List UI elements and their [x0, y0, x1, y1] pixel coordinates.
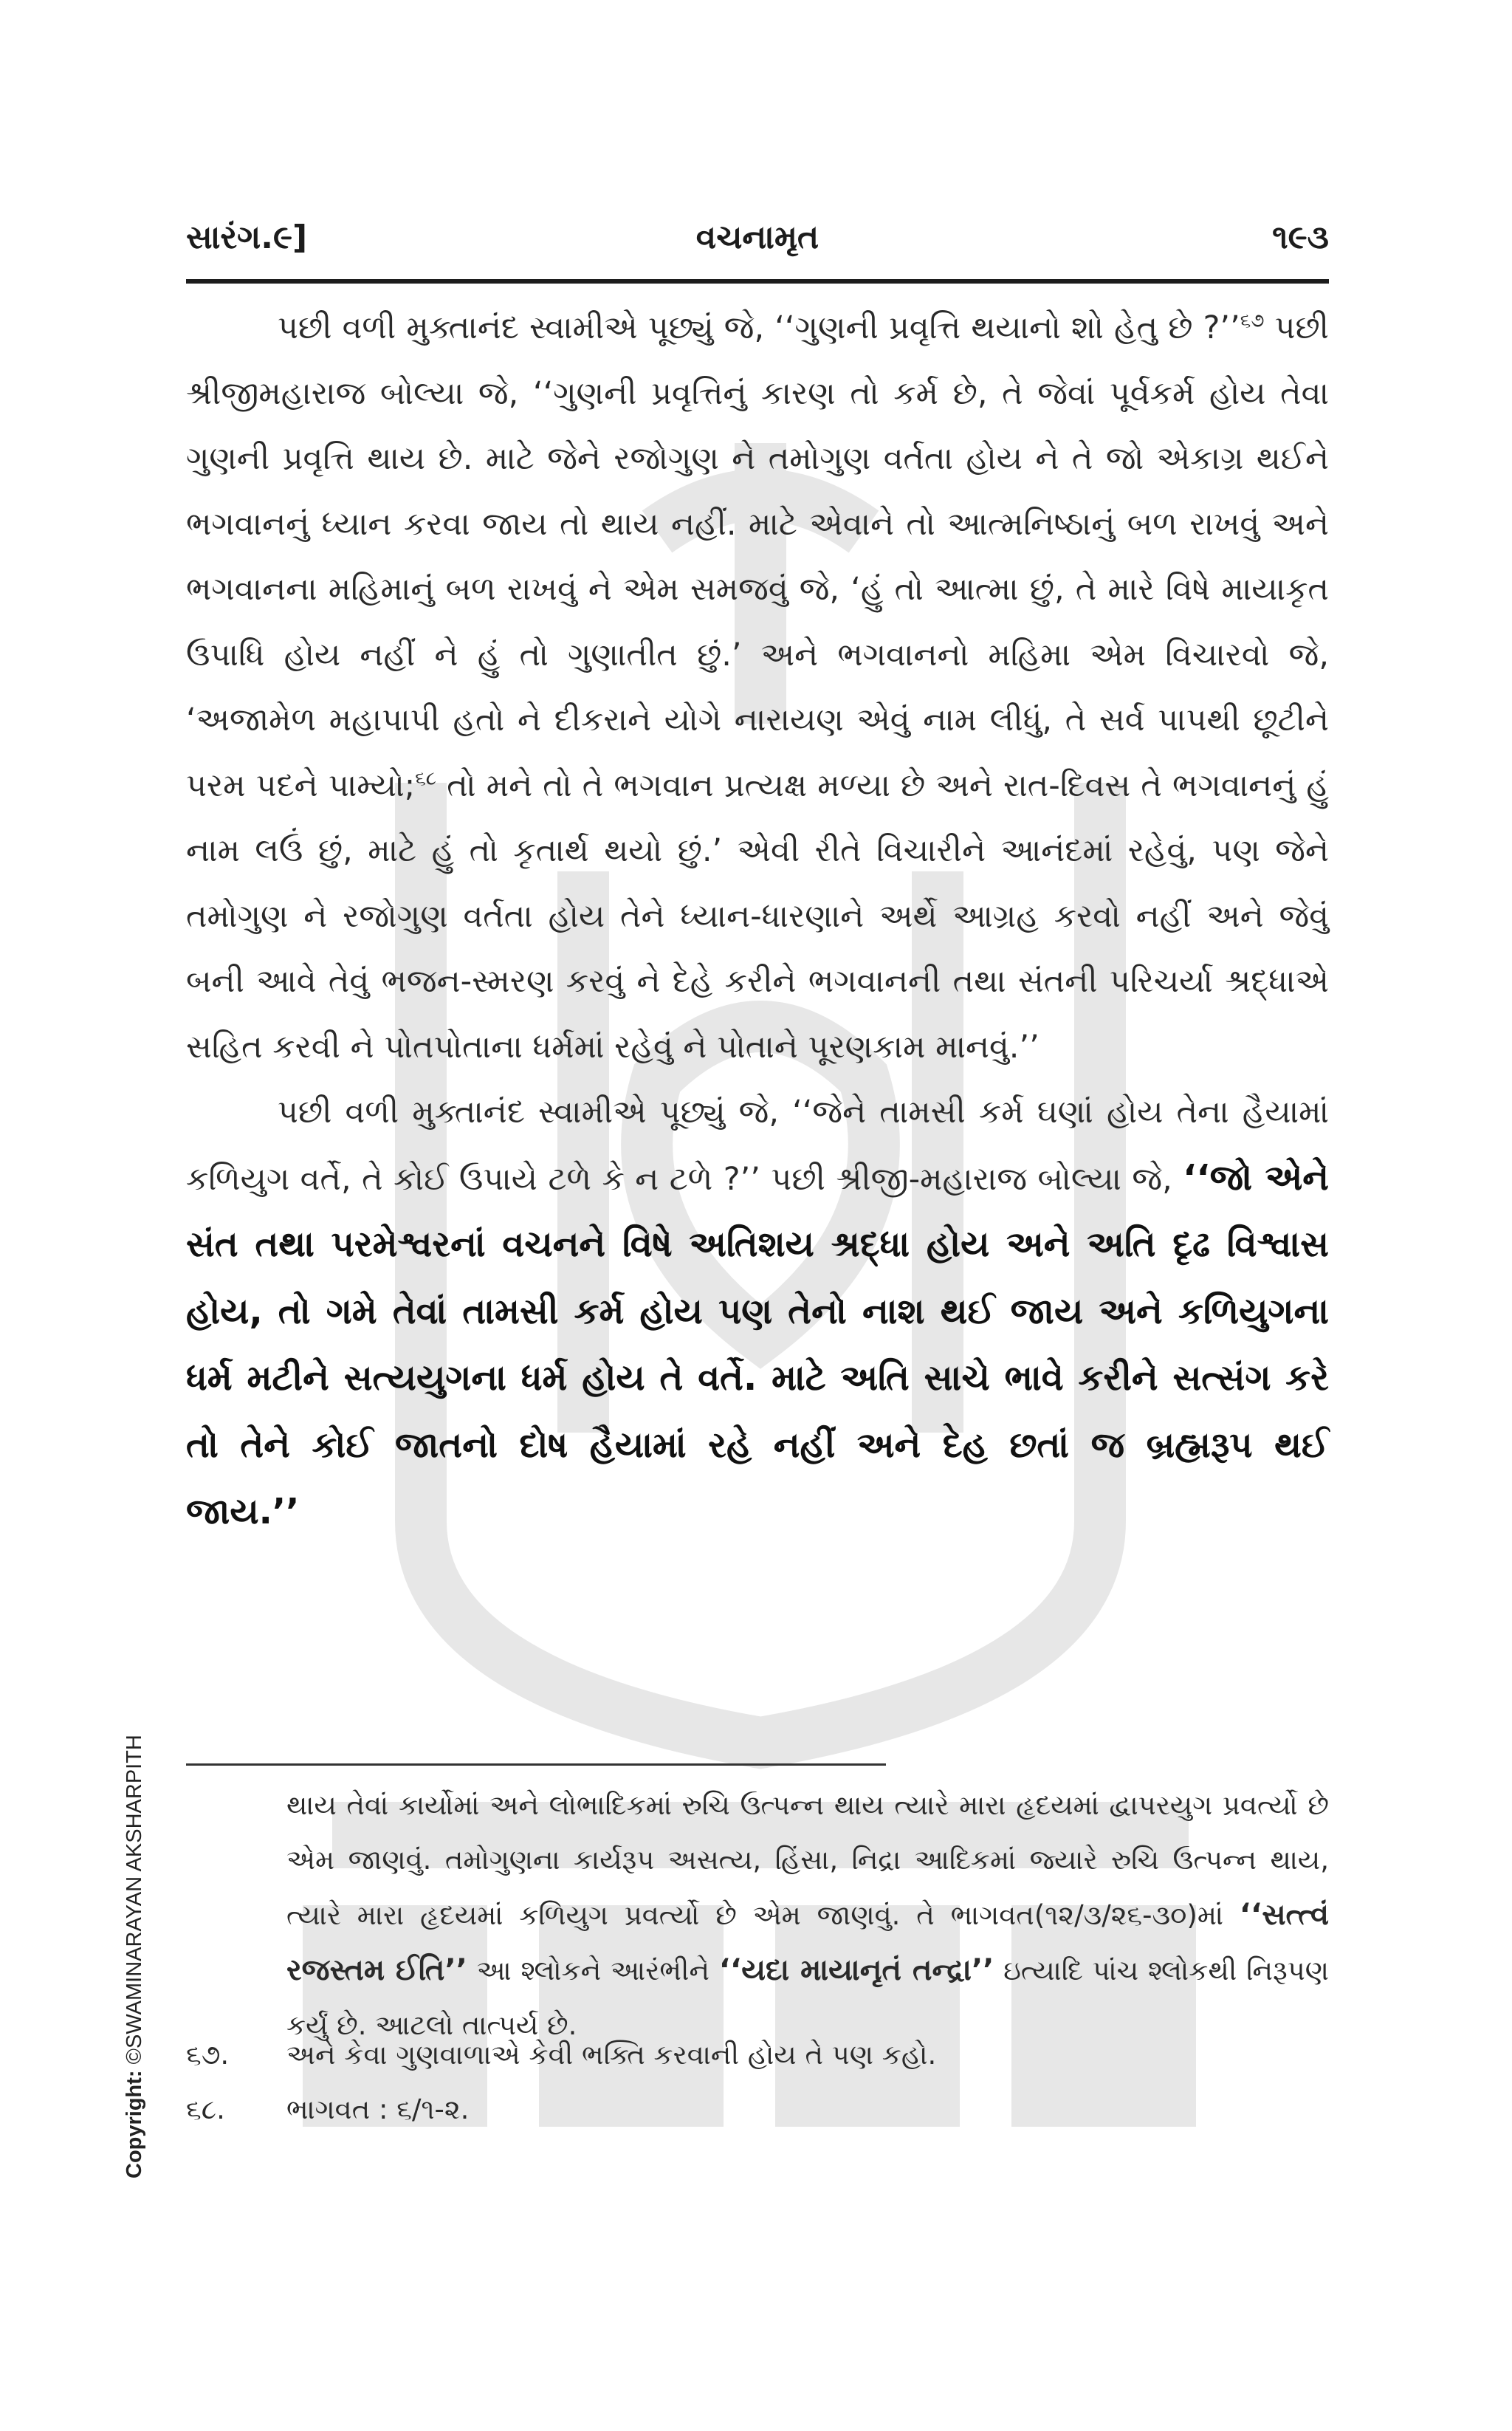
- footnote-cont-text-c: ઇત્યાદિ પાંચ શ્લોકથી નિરૂપણ કર્યું છે. આટલો તાત્પર્ય છે.: [286, 1955, 1329, 2041]
- book-title: વચનામૃત: [695, 219, 819, 256]
- paragraph-2-bold-quote: ‘‘જો એને સંત તથા પરમેશ્વરનાં વચનને વિષે અતિશય શ્રદ્ધા હોય અને અતિ દૃઢ વિશ્વાસ હોય, તો ગમે તેવાં તામસી કર્મ હોય પણ તેનો નાશ થઈ જાય અને કળિયુગના ધર્મ મટીને સત્યયુગના ધર્મ હોય તે વર્તે. માટે અતિ સાચે ભાવે કરીને સત્સંગ કરે તો તેને કોઈ જાતનો દોષ હૈયામાં રહે નહીં અને દેહ છતાં જ બ્રહ્મરૂપ થઈ જાય.’’: [186, 1156, 1329, 1532]
- footnote-cont-text-b: આ શ્લોકને આરંભીને: [467, 1955, 719, 1986]
- footnote-text: ભાગવત : ૬/૧-૨.: [286, 2094, 470, 2125]
- footnote-cont-bold-b: ‘‘યદા માયાનૃતં તન્દ્રા’’: [718, 1953, 994, 1987]
- footnote-cont-text-a: થાય તેવાં કાર્યોમાં અને લોભાદિકમાં રુચિ ઉત્પન્ન થાય ત્યારે મારા હૃદયમાં દ્વાપરયુગ પ્રવર્ત્યો છે એમ જાણવું. તમોગુણના કાર્યરૂપ અસત્ય, હિંસા, નિદ્રા આદિકમાં જ્યારે રુચિ ઉત્પન્ન થાય, ત્યારે મારા હૃદયમાં કળિયુગ પ્રવર્ત્યો છે એમ જાણવું. તે ભાગવત(૧૨/૩/૨૬-૩૦)માં: [286, 1789, 1329, 1931]
- footnote-68: [186, 2082, 1329, 2137]
- footnote-67: [186, 2028, 1329, 2082]
- paragraph-1-text-a: પછી વળી મુક્તાનંદ સ્વામીએ પૂછ્યું જે, ‘‘ગુણની પ્રવૃત્તિ થયાનો શો હેતુ છે ?’’: [278, 309, 1240, 346]
- page-number: ૧૯૩: [1272, 219, 1329, 256]
- paragraph-2: [186, 1080, 1329, 1546]
- footnote-continuation: [286, 1778, 1329, 2053]
- paragraph-1-text-c: તો મને તો તે ભગવાન પ્રત્યક્ષ મળ્યા છે અને રાત-દિવસ તે ભગવાનનું હું નામ લઉં છું, માટે હું તો કૃતાર્થ થયો છું.’ એવી રીતે વિચારીને આનંદમાં રહેવું, પણ જેને તમોગુણ ને રજોગુણ વર્તતા હોય તેને ધ્યાન-ધારણાને અર્થે આગ્રહ કરવો નહીં અને જેવું બની આવે તેવું ભજન-સ્મરણ કરવું ને દેહે કરીને ભગવાનની તથા સંતની પરિચર્યા શ્રદ્ધાએ સહિત કરવી ને પોતપોતાના ધર્મમાં રહેવું ને પોતાને પૂરણકામ માનવું.’’: [186, 767, 1329, 1066]
- paragraph-1-text-b: પછી શ્રીજીમહારાજ બોલ્યા જે, ‘‘ગુણની પ્રવૃત્તિનું કારણ તો કર્મ છે, તે જેવાં પૂર્વકર્મ હોય તેવા ગુણની પ્રવૃત્તિ થાય છે. માટે જેને રજોગુણ ને તમોગુણ વર્તતા હોય ને તે જો એકાગ્ર થઈને ભગવાનનું ધ્યાન કરવા જાય તો થાય નહીં. માટે એવાને તો આત્મનિષ્ઠાનું બળ રાખવું અને ભગવાનના મહિમાનું બળ રાખવું ને એમ સમજવું જે, ‘હું તો આત્મા છું, તે મારે વિષે માયાકૃત ઉપાધિ હોય નહીં ને હું તો ગુણાતીત છું.’ અને ભગવાનનો મહિમા એમ વિચારવો જે, ‘અજામેળ મહાપાપી હતો ને દીકરાને યોગે નારાયણ એવું નામ લીધું, તે સર્વ પાપથી છૂટીને પરમ પદને પામ્યો;: [186, 309, 1329, 804]
- footnote-number: ૬૮.: [186, 2094, 225, 2125]
- footnote-ref-68: ૬૮: [415, 767, 437, 790]
- copyright-notice: [123, 1735, 147, 2178]
- footnote-number: ૬૭.: [186, 2039, 230, 2071]
- page-header: [186, 219, 1329, 270]
- header-rule: [186, 279, 1329, 284]
- footnote-cont-bold-a: ‘‘સત્ત્વં રજસ્તમ ઈતિ’’: [286, 1898, 1329, 1987]
- copyright-text: ©SWAMINARAYAN AKSHARPITH: [123, 1735, 146, 2071]
- paragraph-2-text: પછી વળી મુક્તાનંદ સ્વામીએ પૂછ્યું જે, ‘‘જેને તામસી કર્મ ઘણાં હોય તેના હૈયામાં કળિયુગ વર્તે, તે કોઈ ઉપાયે ટળે કે ન ટળે ?’’ પછી શ્રીજી-મહારાજ બોલ્યા જે,: [186, 1094, 1329, 1198]
- footnote-text: અને કેવા ગુણવાળાએ કેવી ભક્તિ કરવાની હોય તે પણ કહો.: [286, 2039, 937, 2071]
- main-text: [186, 295, 1329, 1546]
- footnote-rule: [186, 1763, 886, 1766]
- copyright-label: Copyright:: [123, 2070, 146, 2178]
- chapter-label: સારંગ.૯]: [186, 219, 308, 256]
- paragraph-1: [186, 295, 1329, 1080]
- footnote-ref-67: ૬૭: [1240, 309, 1265, 332]
